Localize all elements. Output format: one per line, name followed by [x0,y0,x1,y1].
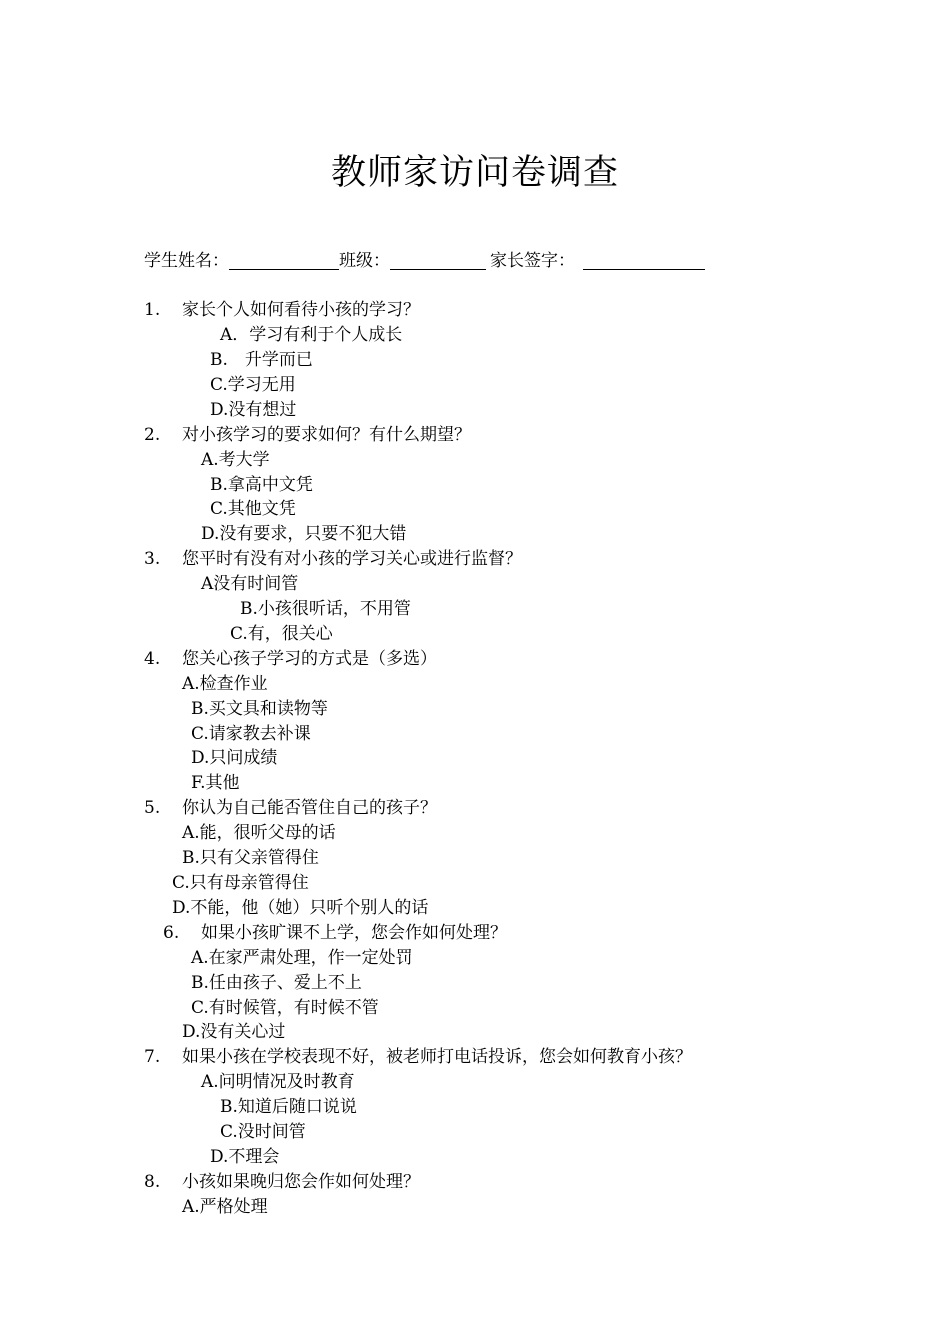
parent-signature-blank[interactable] [583,251,705,270]
option-2d: D.没有要求，只要不犯大错 [201,524,407,544]
option-3c: C.有，很关心 [230,624,333,644]
question-text: 你认为自己能否管住自己的孩子？ [182,798,437,818]
option-7d: D.不理会 [210,1147,280,1167]
question-text: 如果小孩旷课不上学，您会作如何处理？ [201,923,507,943]
question-text: 小孩如果晚归您会作如何处理？ [182,1172,420,1192]
option-1a: A．学习有利于个人成长 [220,325,403,345]
option-7c: C.没时间管 [220,1122,306,1142]
question-text: 对小孩学习的要求如何？有什么期望？ [182,425,471,445]
option-1d: D.没有想过 [210,400,297,420]
option-2c: C.其他文凭 [210,499,296,519]
question-number: 1. [144,300,161,320]
option-8a: A.严格处理 [182,1197,268,1217]
option-2a: A.考大学 [201,450,270,470]
option-4b: B.买文具和读物等 [191,699,328,719]
question-4 [144,647,437,671]
question-number: 5. [144,798,161,818]
option-4d: D.只问成绩 [191,748,278,768]
question-number: 3. [144,549,161,569]
class-blank[interactable] [390,251,486,270]
question-number: 6. [163,923,180,943]
option-4f: F.其他 [191,773,240,793]
question-5 [144,796,437,820]
question-text: 如果小孩在学校表现不好，被老师打电话投诉，您会如何教育小孩？ [182,1047,692,1067]
class-label: 班级： [339,251,390,271]
student-info-row [144,249,705,273]
question-3 [144,547,522,571]
page-title: 教师家访问卷调查 [330,153,619,193]
question-text: 您关心孩子学习的方式是（多选） [182,649,437,669]
question-8 [144,1170,420,1194]
option-5a: A.能，很听父母的话 [182,823,336,843]
question-number: 4. [144,649,161,669]
question-number: 2. [144,425,161,445]
question-text: 家长个人如何看待小孩的学习？ [182,300,420,320]
option-6a: A.在家严肃处理，作一定处罚 [191,948,413,968]
option-5d: D.不能，他（她）只听个别人的话 [172,898,429,918]
question-text: 您平时有没有对小孩的学习关心或进行监督？ [182,549,522,569]
option-1c: C.学习无用 [210,375,296,395]
option-1b: B. 升学而已 [210,350,313,370]
option-6b: B.任由孩子、爱上不上 [191,973,362,993]
option-7b: B.知道后随口说说 [220,1097,357,1117]
option-5c: C.只有母亲管得住 [172,873,309,893]
option-4c: C.请家教去补课 [191,724,311,744]
option-2b: B.拿高中文凭 [210,475,313,495]
student-name-blank[interactable] [229,251,339,270]
question-number: 8. [144,1172,161,1192]
option-7a: A.问明情况及时教育 [201,1072,355,1092]
question-number: 7. [144,1047,161,1067]
question-2 [144,423,471,447]
option-6c: C.有时候管，有时候不管 [191,998,379,1018]
option-4a: A.检查作业 [182,674,268,694]
option-6d: D.没有关心过 [182,1022,286,1042]
question-6 [163,921,507,945]
question-1 [144,298,420,322]
option-3a: A没有时间管 [201,574,299,594]
option-5b: B.只有父亲管得住 [182,848,319,868]
option-3b: B.小孩很听话，不用管 [240,599,411,619]
student-name-label: 学生姓名： [144,251,229,271]
question-7 [144,1045,692,1069]
parent-signature-label: 家长签字： [490,251,575,271]
